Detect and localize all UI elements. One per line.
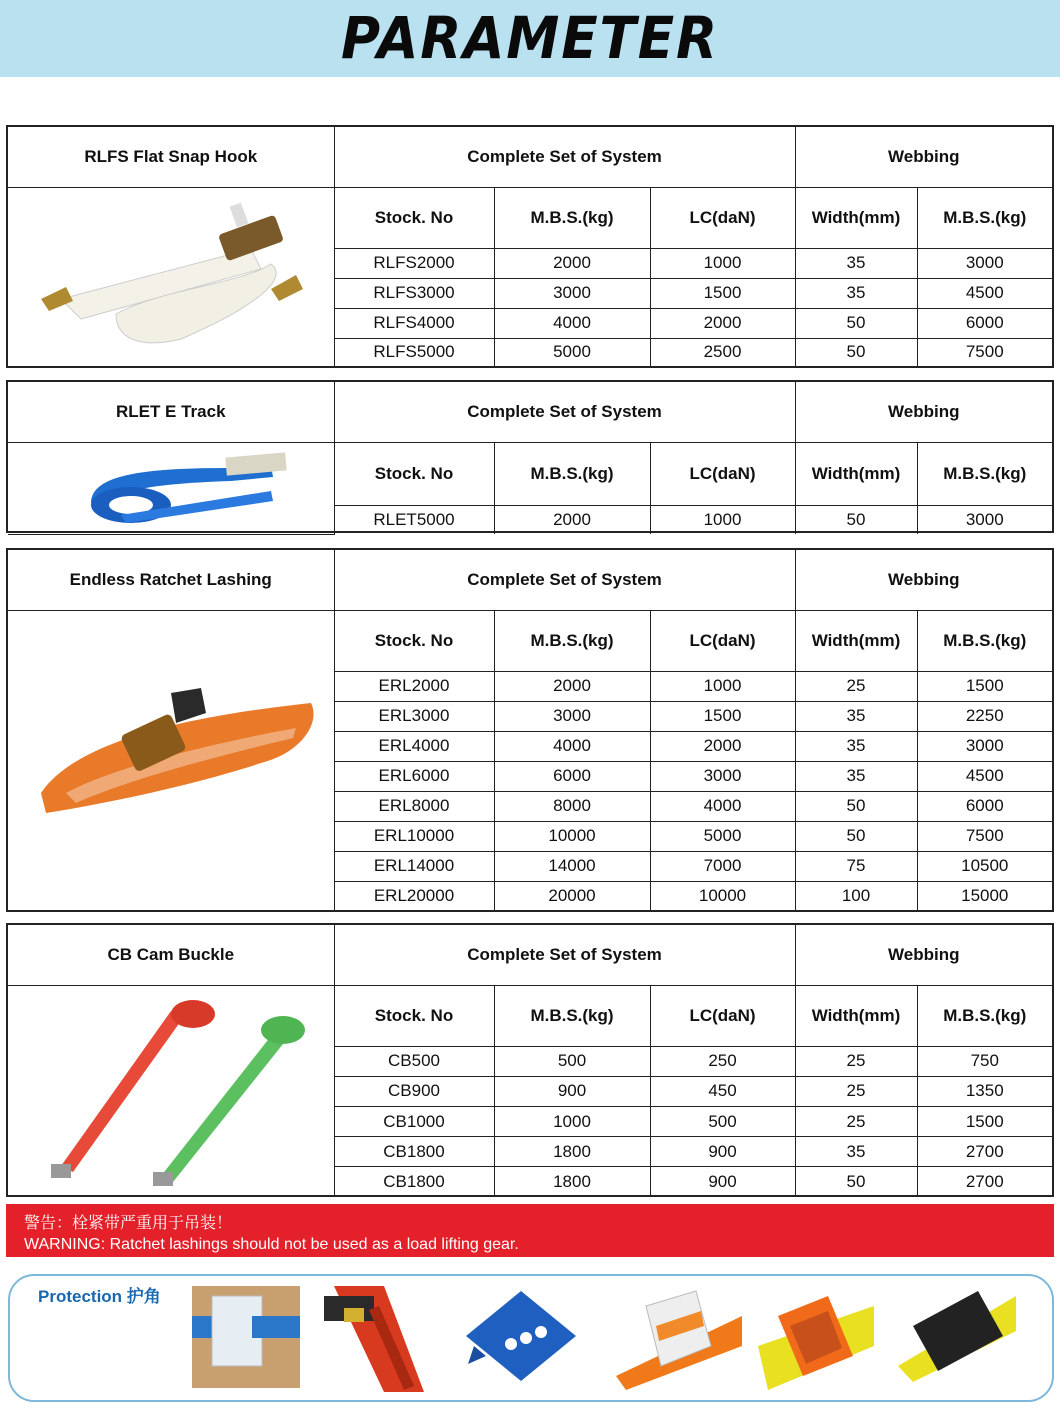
cell: ERL20000: [334, 881, 494, 910]
cell: 1800: [494, 1137, 650, 1167]
snap-hook-strap-image: [21, 189, 321, 359]
cell: 900: [650, 1137, 795, 1167]
cell: 4500: [917, 761, 1052, 791]
warning-text-cn: 警告：栓紧带严重用于吊装！: [24, 1213, 233, 1232]
col-header: LC(daN): [650, 442, 795, 505]
cell: 14000: [494, 851, 650, 881]
cell: 3000: [494, 701, 650, 731]
cell: ERL10000: [334, 821, 494, 851]
group-header-webbing: Webbing: [795, 925, 1052, 985]
cell: CB1800: [334, 1137, 494, 1167]
protection-panel: [8, 1274, 1054, 1402]
group-header-system: Complete Set of System: [334, 550, 795, 610]
cell: CB1800: [334, 1167, 494, 1196]
page-title: PARAMETER: [341, 4, 719, 72]
product-name: Endless Ratchet Lashing: [8, 550, 334, 610]
group-header-system: Complete Set of System: [334, 382, 795, 442]
cell: 4000: [494, 308, 650, 338]
col-header: LC(daN): [650, 610, 795, 671]
cell: 50: [795, 505, 917, 534]
cell: 900: [494, 1076, 650, 1106]
group-header-system: Complete Set of System: [334, 127, 795, 187]
cell: 1350: [917, 1076, 1052, 1106]
cell: ERL14000: [334, 851, 494, 881]
col-header: Stock. No: [334, 442, 494, 505]
group-header-system: Complete Set of System: [334, 925, 795, 985]
cell: 25: [795, 1076, 917, 1106]
cell: 450: [650, 1076, 795, 1106]
col-header: M.B.S.(kg): [494, 610, 650, 671]
cell: 25: [795, 1107, 917, 1137]
group-header-webbing: Webbing: [795, 382, 1052, 442]
cell: 35: [795, 248, 917, 278]
product-table: [8, 382, 1052, 535]
cell: 900: [650, 1167, 795, 1196]
cell: 2000: [650, 731, 795, 761]
cell: 25: [795, 1046, 917, 1076]
product-block-erl: [6, 548, 1054, 912]
cell: 1000: [650, 505, 795, 534]
cell: 2000: [494, 671, 650, 701]
product-table: [8, 550, 1052, 911]
cell: ERL8000: [334, 791, 494, 821]
cell: 1500: [917, 1107, 1052, 1137]
col-header: LC(daN): [650, 187, 795, 248]
cell: RLFS4000: [334, 308, 494, 338]
product-name: RLET E Track: [8, 382, 334, 442]
cell: 3000: [494, 278, 650, 308]
col-header: M.B.S.(kg): [917, 610, 1052, 671]
cell: CB900: [334, 1076, 494, 1106]
cell: 1000: [650, 671, 795, 701]
cell: 7000: [650, 851, 795, 881]
cell: 4000: [494, 731, 650, 761]
cell: 2700: [917, 1137, 1052, 1167]
cell: 15000: [917, 881, 1052, 910]
cell: 5000: [494, 338, 650, 366]
cell: 50: [795, 308, 917, 338]
cell: 7500: [917, 821, 1052, 851]
warning-text-en: WARNING: Ratchet lashings should not be used as a load lifting gear.: [24, 1236, 519, 1253]
cell: 1000: [650, 248, 795, 278]
product-block-rlet: [6, 380, 1054, 533]
cell: 3000: [650, 761, 795, 791]
cell: 50: [795, 821, 917, 851]
cell: 500: [650, 1107, 795, 1137]
cell: 35: [795, 278, 917, 308]
cell: 2700: [917, 1167, 1052, 1196]
cam-buckle-strap-image: [21, 986, 321, 1191]
cell: 3000: [917, 248, 1052, 278]
col-header: Width(mm): [795, 985, 917, 1046]
cell: 1500: [917, 671, 1052, 701]
cell: 750: [917, 1046, 1052, 1076]
product-image: [8, 985, 334, 1196]
cell: 4000: [650, 791, 795, 821]
product-table: [8, 127, 1052, 367]
cell: 35: [795, 701, 917, 731]
corner-protector-image: [758, 1286, 874, 1390]
cell: 2000: [494, 248, 650, 278]
col-header: M.B.S.(kg): [494, 985, 650, 1046]
col-header: M.B.S.(kg): [494, 442, 650, 505]
cell: 10500: [917, 851, 1052, 881]
col-header: M.B.S.(kg): [917, 442, 1052, 505]
product-image: [8, 442, 334, 534]
cell: 2500: [650, 338, 795, 366]
cell: 2000: [650, 308, 795, 338]
col-header: Width(mm): [795, 442, 917, 505]
cell: 1500: [650, 701, 795, 731]
col-header: Stock. No: [334, 187, 494, 248]
group-header-webbing: Webbing: [795, 550, 1052, 610]
col-header: Stock. No: [334, 985, 494, 1046]
cell: 35: [795, 731, 917, 761]
cell: 5000: [650, 821, 795, 851]
group-header-webbing: Webbing: [795, 127, 1052, 187]
corner-protector-image: [898, 1286, 1016, 1382]
product-block-cb: [6, 923, 1054, 1197]
cell: 500: [494, 1046, 650, 1076]
corner-protector-image: [324, 1286, 434, 1392]
cell: 3000: [917, 505, 1052, 534]
cell: CB500: [334, 1046, 494, 1076]
cell: RLFS3000: [334, 278, 494, 308]
corner-protector-image: [466, 1286, 582, 1386]
cell: 6000: [917, 308, 1052, 338]
cell: 6000: [917, 791, 1052, 821]
cell: CB1000: [334, 1107, 494, 1137]
product-table: [8, 925, 1052, 1197]
col-header: M.B.S.(kg): [494, 187, 650, 248]
cell: 50: [795, 791, 917, 821]
cell: ERL6000: [334, 761, 494, 791]
cell: ERL3000: [334, 701, 494, 731]
col-header: M.B.S.(kg): [917, 985, 1052, 1046]
cell: 100: [795, 881, 917, 910]
cell: 2000: [494, 505, 650, 534]
cell: 1000: [494, 1107, 650, 1137]
cell: 2250: [917, 701, 1052, 731]
cell: 35: [795, 761, 917, 791]
product-image: [8, 610, 334, 910]
cell: 7500: [917, 338, 1052, 366]
cell: 6000: [494, 761, 650, 791]
cell: 1500: [650, 278, 795, 308]
corner-protector-image: [616, 1286, 742, 1390]
cell: RLFS5000: [334, 338, 494, 366]
cell: 20000: [494, 881, 650, 910]
cell: 3000: [917, 731, 1052, 761]
protection-label: Protection 护角: [38, 1287, 161, 1306]
col-header: LC(daN): [650, 985, 795, 1046]
cell: 10000: [650, 881, 795, 910]
warning-banner: [6, 1204, 1054, 1257]
col-header: Stock. No: [334, 610, 494, 671]
col-header: M.B.S.(kg): [917, 187, 1052, 248]
product-image: [8, 187, 334, 366]
cell: RLET5000: [334, 505, 494, 534]
cell: 1800: [494, 1167, 650, 1196]
cell: 4500: [917, 278, 1052, 308]
cell: 10000: [494, 821, 650, 851]
product-name: CB Cam Buckle: [8, 925, 334, 985]
cell: 50: [795, 338, 917, 366]
endless-ratchet-image: [21, 613, 321, 903]
col-header: Width(mm): [795, 187, 917, 248]
cell: 8000: [494, 791, 650, 821]
cell: ERL4000: [334, 731, 494, 761]
cell: 75: [795, 851, 917, 881]
cell: 50: [795, 1167, 917, 1196]
col-header: Width(mm): [795, 610, 917, 671]
e-track-strap-image: [21, 443, 321, 529]
cell: 25: [795, 671, 917, 701]
corner-protector-image: [192, 1286, 300, 1388]
cell: 250: [650, 1046, 795, 1076]
cell: RLFS2000: [334, 248, 494, 278]
cell: 35: [795, 1137, 917, 1167]
cell: ERL2000: [334, 671, 494, 701]
product-block-rlfs: [6, 125, 1054, 368]
product-name: RLFS Flat Snap Hook: [8, 127, 334, 187]
